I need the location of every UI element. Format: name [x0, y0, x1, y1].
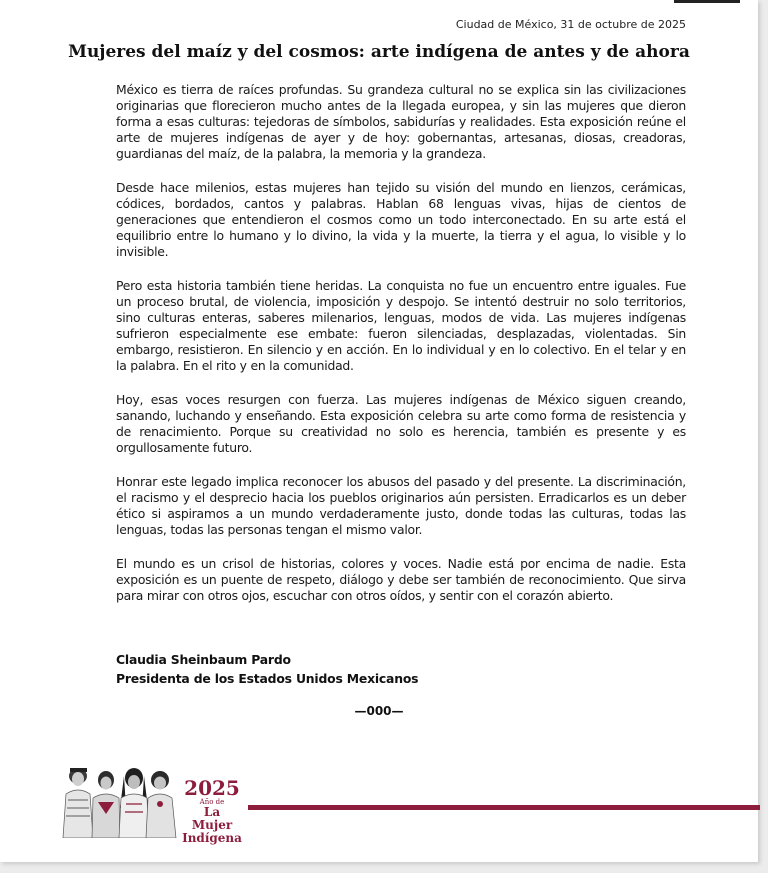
date-line: Ciudad de México, 31 de octubre de 2025 [455, 18, 686, 31]
document-body [116, 82, 686, 622]
year-of-indigenous-woman-logo [182, 778, 242, 845]
paragraph-4: Hoy, esas voces resurgen con fuerza. Las mujeres indígenas de México siguen creando, sanando, luchando y enseñando. Esta exposición celebra su arte como forma de resistencia y de renacimiento. Porque su creatividad no solo es herencia, también es presente y es orgullosamente futuro. [116, 392, 686, 455]
logo-line-1: Año de [199, 798, 225, 806]
paragraph-5: Honrar este legado implica reconocer los abusos del pasado y del presente. La discriminación, el racismo y el desprecio hacia los pueblos originarios aún persisten. Erradicarlos es un deber ético si aspiramos a un mundo verdaderamente justo, donde todas las culturas, todas las lenguas, todas las personas tengan el mismo valor. [116, 474, 686, 537]
paragraph-1: México es tierra de raíces profundas. Su grandeza cultural no se explica sin las civilizaciones originarias que florecieron mucho antes de la llegada europea, y sin las mujeres que dieron forma a esas culturas: tejedoras de símbolos, sabidurías y realidades. Esta exposición reúne el arte de mujeres indígenas de ayer y de hoy: gobernantas, artesanas, diosas, creadoras, guardianas del maíz, de la palabra, la memoria y la grandeza. [116, 82, 686, 161]
signature-block [116, 650, 418, 688]
signature-name: Claudia Sheinbaum Pardo [116, 652, 291, 667]
indigenous-women-illustration [60, 764, 178, 838]
top-edge-strip [674, 0, 740, 3]
logo-line-3: Indígena [182, 831, 242, 845]
logo-line-2: La Mujer [191, 805, 233, 832]
end-mark: —000— [354, 704, 404, 718]
paragraph-3: Pero esta historia también tiene heridas. La conquista no fue un encuentro entre iguales. Fue un proceso brutal, de violencia, imposición y despojo. Se intentó destruir no solo territorios, sino culturas enteras, saberes milenarios, lenguas, modos de vida. Las mujeres indígenas sufrieron especialmente ese embate: fueron silenciadas, desplazadas, violentadas. Sin embargo, resistieron. En silencio y en acción. En lo individual y en lo colectivo. En el telar y en la palabra. En el rito y en la comunidad. [116, 278, 686, 373]
signature-title: Presidenta de los Estados Unidos Mexicanos [116, 671, 419, 686]
logo-year: 2025 [184, 776, 240, 800]
paragraph-6: El mundo es un crisol de historias, colores y voces. Nadie está por encima de nadie. Esta exposición es un puente de respeto, diálogo y debe ser también de reconocimiento. Que sirva para mirar con otros ojos, escuchar con otros oídos, y sentir con el corazón abierto. [116, 556, 686, 603]
page-title: Mujeres del maíz y del cosmos: arte indígena de antes y de ahora [68, 42, 690, 62]
footer-accent-bar [248, 805, 760, 810]
paragraph-2: Desde hace milenios, estas mujeres han tejido su visión del mundo en lienzos, cerámicas, códices, bordados, cantos y palabras. Hablan 68 lenguas vivas, hijas de cientos de generaciones que entendieron el cosmos como un todo interconectado. En su arte está el equilibrio entre lo humano y lo divino, la vida y la muerte, la tierra y el agua, lo visible y lo invisible. [116, 180, 686, 259]
